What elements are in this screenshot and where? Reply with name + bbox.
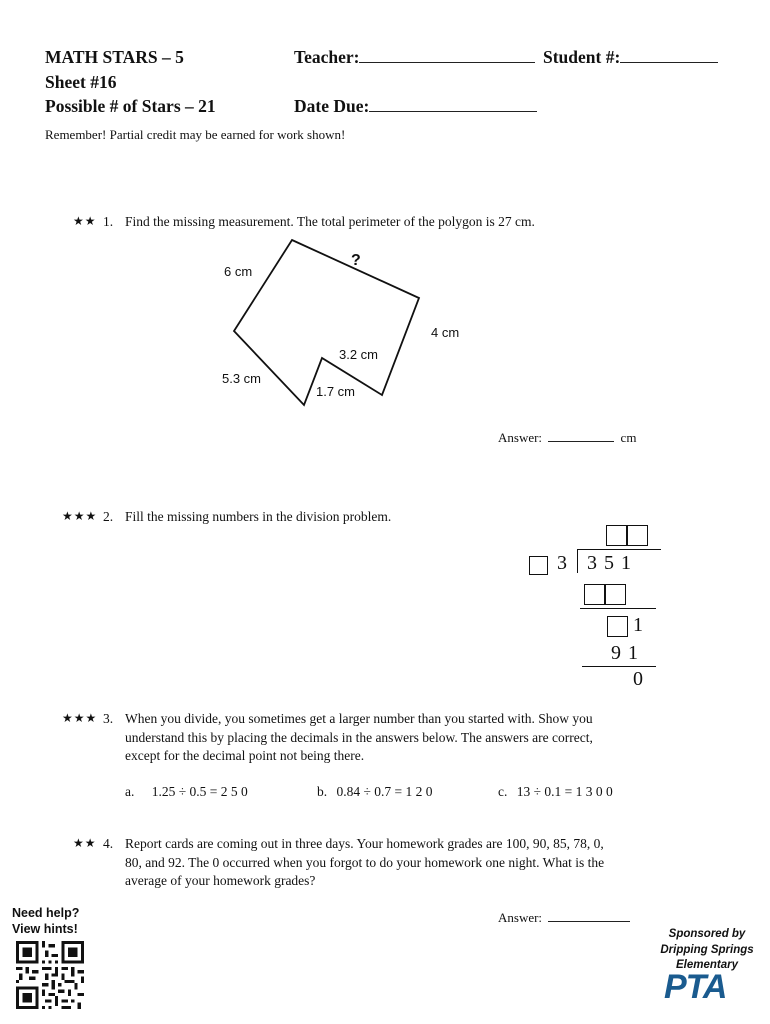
teacher-blank[interactable] [359,48,535,63]
help-line-1: Need help? [12,906,80,920]
sheet-number: Sheet #16 [45,72,117,92]
q4-answer-field[interactable] [498,909,630,926]
row3-digit: 1 [633,614,643,636]
subtract-box-1[interactable] [584,584,605,605]
divisor-digit: 3 [557,552,567,574]
division-bar [578,549,661,550]
teacher-label: Teacher: [294,47,360,67]
sponsor-line-3: Elementary [675,959,738,971]
q4-line-1: Report cards are coming out in three days. Your homework grades are 100, 90, 85, 78, 0, [125,836,604,851]
q4-number: 4. [103,836,114,851]
reminder-text: Remember! Partial credit may be earned for work shown! [45,127,346,142]
possible-stars: Possible # of Stars – 21 [45,96,216,116]
subtract-line-1 [580,608,656,609]
sponsor-text [648,927,766,974]
sponsor-line-1: Sponsored by [668,928,746,940]
subtract-line-2 [582,666,656,667]
label-missing: ? [351,252,361,269]
label-4cm: 4 cm [431,325,460,340]
q3-part-a[interactable] [125,784,248,800]
q3-part-a-expr[interactable]: 1.25 ÷ 0.5 = 2 5 0 [151,784,248,799]
dividend: 3 5 1 [587,552,632,574]
final-remainder: 0 [633,668,643,690]
q3-part-b[interactable] [317,784,433,800]
label-5-3cm: 5.3 cm [222,371,262,386]
q3-part-b-expr[interactable]: 0.84 ÷ 0.7 = 1 2 0 [336,784,433,799]
polygon-shape [234,240,419,405]
q3-line-3: except for the decimal point not being there. [125,748,365,763]
date-due-label: Date Due: [294,96,370,116]
quotient-box-ones[interactable] [627,525,648,546]
quotient-box-tens[interactable] [606,525,627,546]
q4-answer-label: Answer: [498,910,543,925]
q3-line-2: understand this by placing the decimals in the answers below. The answers are correct, [125,730,593,745]
q3-part-c[interactable] [498,784,613,800]
q4-stars: ★★ [73,836,97,850]
q1-answer-field[interactable] [498,429,636,446]
label-6cm: 6 cm [224,264,253,279]
sponsor-line-2: Dripping Springs [660,943,754,956]
label-3-2cm: 3.2 cm [339,347,379,362]
q3-line-1: When you divide, you sometimes get a larger number than you started with. Show you [125,711,593,726]
qr-code-icon[interactable] [16,941,84,1009]
date-due-field[interactable] [294,96,537,117]
label-1-7cm: 1.7 cm [316,384,356,399]
q4-line-3: average of your homework grades? [125,873,316,888]
q4-answer-blank[interactable] [548,909,630,922]
q3-part-b-label: b. [317,784,328,799]
q2-text: Fill the missing numbers in the division problem. [125,509,392,524]
q1-answer-label: Answer: [498,430,543,445]
teacher-field[interactable] [294,47,535,68]
q1-number: 1. [103,214,114,229]
remainder-box[interactable] [607,616,628,637]
q3-part-a-label: a. [125,784,135,799]
date-due-blank[interactable] [369,97,537,112]
pta-logo: PTA [664,968,727,1006]
q2-stars: ★★★ [62,509,98,523]
help-line-2: View hints! [12,922,78,936]
q1-answer-blank[interactable] [548,429,614,442]
q3-part-c-expr[interactable]: 13 ÷ 0.1 = 1 3 0 0 [516,784,613,799]
division-bracket [577,549,578,573]
help-text [12,905,79,937]
q1-text: Find the missing measurement. The total perimeter of the polygon is 27 cm. [125,214,535,229]
q1-answer-unit: cm [620,430,637,445]
q3-number: 3. [103,711,114,726]
divisor-box[interactable] [529,556,548,575]
q3-stars: ★★★ [62,711,98,725]
q2-number: 2. [103,509,114,524]
q4-line-2: 80, and 92. The 0 occurred when you forgot to do your homework one night. What is the [125,855,605,870]
worksheet-title: MATH STARS – 5 [45,47,184,67]
q3-part-c-label: c. [498,784,508,799]
row4-digits: 9 1 [611,642,639,664]
subtract-box-2[interactable] [605,584,626,605]
student-label: Student #: [543,47,621,67]
q1-stars: ★★ [73,214,97,228]
student-blank[interactable] [620,48,718,63]
student-field[interactable] [543,47,718,68]
